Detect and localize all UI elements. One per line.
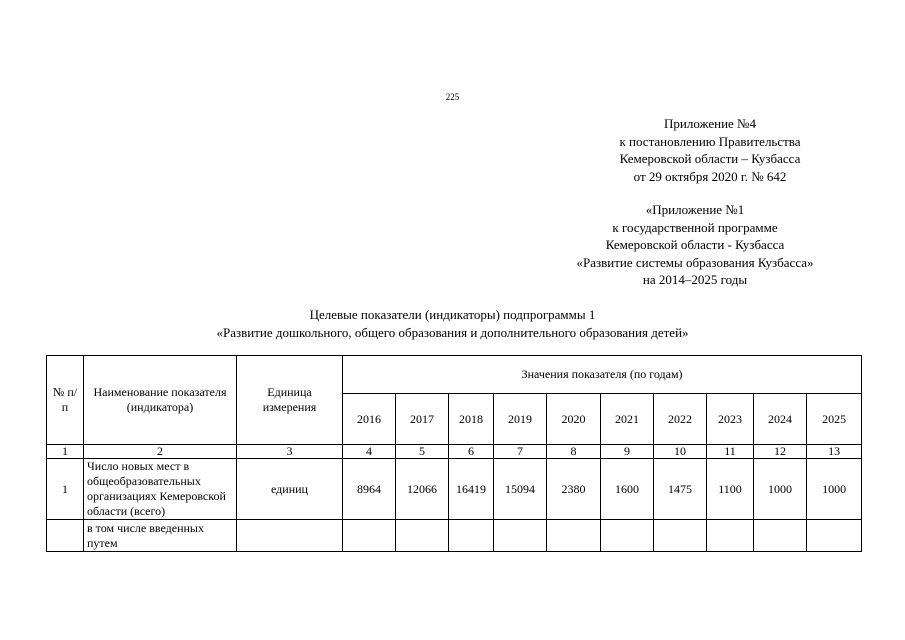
appendix-1-line: к государственной программе <box>612 219 778 235</box>
year-cell: 2024 <box>754 394 807 445</box>
value-cell: 8964 <box>343 459 396 520</box>
year-cell: 2018 <box>449 394 494 445</box>
column-number: 8 <box>547 445 601 459</box>
year-cell: 2019 <box>494 394 547 445</box>
value-cell <box>494 520 547 552</box>
column-number: 7 <box>494 445 547 459</box>
table-row <box>47 459 862 520</box>
column-number: 1 <box>47 445 84 459</box>
value-cell: 2380 <box>547 459 601 520</box>
appendix-4-block <box>560 115 860 185</box>
year-cell: 2017 <box>396 394 449 445</box>
value-cell <box>601 520 654 552</box>
column-number: 9 <box>601 445 654 459</box>
header-name: Наименование показателя (индикатора) <box>84 356 237 445</box>
column-number: 2 <box>84 445 237 459</box>
header-values: Значения показателя (по годам) <box>343 356 862 394</box>
appendix-4-line: к постановлению Правительства <box>619 133 801 149</box>
appendix-4-line: Приложение №4 <box>664 116 756 131</box>
appendix-1-line: «Приложение №1 <box>645 202 745 217</box>
document-title <box>0 306 905 342</box>
appendix-4-line: Кемеровской области – Кузбасса <box>619 151 801 166</box>
value-cell: 1000 <box>754 459 807 520</box>
table-header-row <box>47 356 862 394</box>
row-name: в том числе введенных путем <box>84 520 237 552</box>
column-number: 11 <box>707 445 754 459</box>
value-cell: 12066 <box>396 459 449 520</box>
appendix-4-line: от 29 октября 2020 г. № 642 <box>633 168 787 184</box>
year-cell: 2020 <box>547 394 601 445</box>
column-number: 6 <box>449 445 494 459</box>
value-cell <box>654 520 707 552</box>
value-cell: 1100 <box>707 459 754 520</box>
value-cell: 1000 <box>807 459 862 520</box>
year-cell: 2016 <box>343 394 396 445</box>
indicators-table <box>46 355 862 552</box>
value-cell <box>547 520 601 552</box>
year-cell: 2023 <box>707 394 754 445</box>
column-number: 12 <box>754 445 807 459</box>
value-cell <box>754 520 807 552</box>
column-number-row <box>47 445 862 459</box>
row-num <box>47 520 84 552</box>
row-unit <box>237 520 343 552</box>
title-line-2: «Развитие дошкольного, общего образования и дополнительного образования детей» <box>216 325 689 340</box>
year-cell: 2025 <box>807 394 862 445</box>
appendix-1-line: «Развитие системы образования Кузбасса» <box>576 254 814 270</box>
page-number: 225 <box>445 92 460 102</box>
year-cell: 2022 <box>654 394 707 445</box>
row-unit: единиц <box>237 459 343 520</box>
value-cell <box>343 520 396 552</box>
column-number: 13 <box>807 445 862 459</box>
value-cell <box>707 520 754 552</box>
value-cell: 15094 <box>494 459 547 520</box>
appendix-1-line: на 2014–2025 годы <box>642 272 748 287</box>
column-number: 4 <box>343 445 396 459</box>
row-name: Число новых мест в общеобразовательных организациях Кемеровской области (всего) <box>84 459 237 520</box>
title-line-1: Целевые показатели (индикаторы) подпрограммы 1 <box>309 307 596 322</box>
year-cell: 2021 <box>601 394 654 445</box>
appendix-1-block <box>545 201 845 289</box>
value-cell <box>396 520 449 552</box>
value-cell: 1475 <box>654 459 707 520</box>
value-cell <box>807 520 862 552</box>
value-cell <box>449 520 494 552</box>
row-num: 1 <box>47 459 84 520</box>
value-cell: 16419 <box>449 459 494 520</box>
column-number: 5 <box>396 445 449 459</box>
header-num: № п/п <box>47 356 84 445</box>
column-number: 3 <box>237 445 343 459</box>
value-cell: 1600 <box>601 459 654 520</box>
column-number: 10 <box>654 445 707 459</box>
appendix-1-line: Кемеровской области - Кузбасса <box>605 237 785 252</box>
table-row <box>47 520 862 552</box>
header-unit: Единица измерения <box>237 356 343 445</box>
